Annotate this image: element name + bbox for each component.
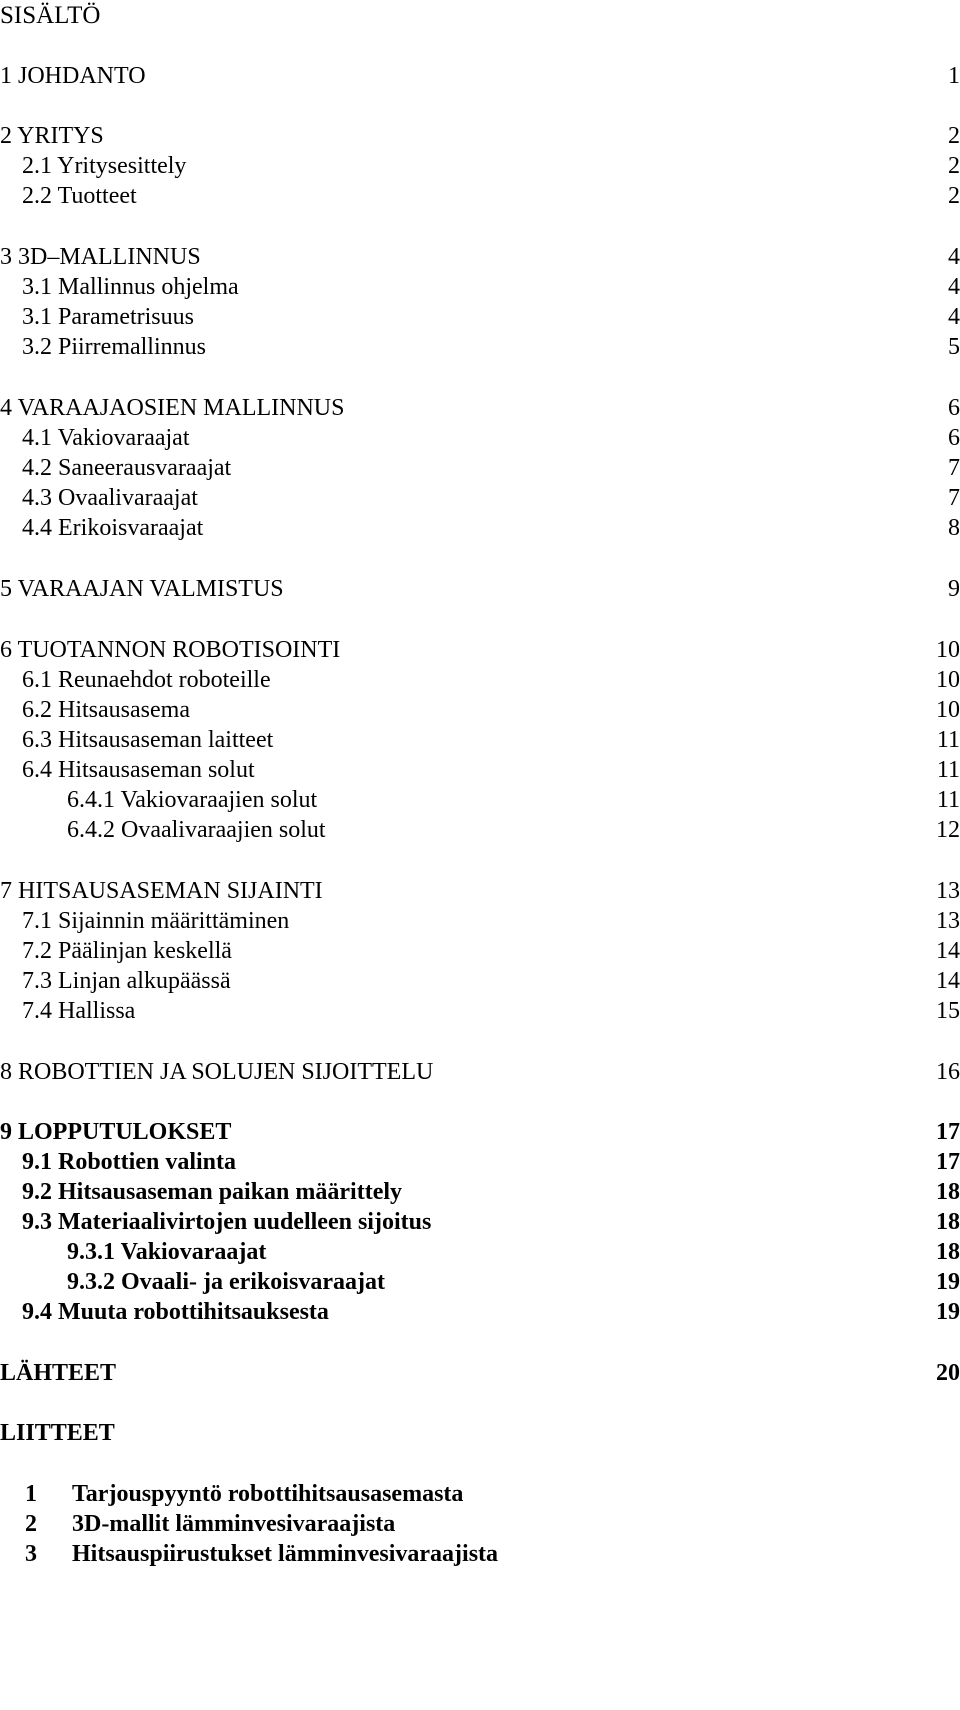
toc-entry-title: 2.2 Tuotteet [22, 183, 137, 209]
toc-entry-page-number: 9 [948, 576, 960, 602]
toc-entry-title: 5 VARAAJAN VALMISTUS [0, 576, 284, 602]
toc-entry [0, 301, 960, 334]
appendix-number: 2 [25, 1511, 37, 1537]
toc-entry [0, 1357, 960, 1390]
toc-entry [0, 1056, 960, 1089]
toc-entry [0, 60, 960, 93]
toc-entry-page-number: 7 [948, 455, 960, 481]
toc-entry-title: 6.2 Hitsausasema [22, 697, 190, 723]
toc-entry [0, 995, 960, 1028]
toc-entry-title: 4.4 Erikoisvaraajat [22, 515, 204, 541]
toc-entry-page-number: 14 [936, 938, 960, 964]
toc-entry-title: 4.3 Ovaalivaraajat [22, 485, 198, 511]
appendix-entry [0, 1508, 960, 1541]
toc-entry-title: 7.4 Hallissa [22, 998, 136, 1024]
appendix-title: 3D-mallit lämminvesivaraajista [72, 1511, 396, 1537]
toc-entry-title: 3.1 Mallinnus ohjelma [22, 274, 239, 300]
toc-entry-title: 2.1 Yritysesittely [22, 153, 187, 179]
toc-entry [0, 1417, 960, 1450]
toc-entry-title: LIITTEET [0, 1420, 115, 1446]
toc-entry [0, 241, 960, 274]
toc-entry-page-number: 10 [936, 667, 960, 693]
toc-entry-title: 2 YRITYS [0, 123, 104, 149]
toc-entry [0, 694, 960, 727]
toc-entry-title: 9.3.1 Vakiovaraajat [67, 1239, 267, 1265]
toc-entry-page-number: 19 [936, 1269, 960, 1295]
toc-entry-title: 6.3 Hitsausaseman laitteet [22, 727, 274, 753]
toc-entry-page-number: 19 [936, 1299, 960, 1325]
toc-entry-page-number: 2 [948, 183, 960, 209]
toc-entry-page-number: 18 [936, 1239, 960, 1265]
toc-entry-page-number: 1 [948, 63, 960, 89]
toc-entry [0, 965, 960, 998]
toc-entry-page-number: 17 [936, 1149, 960, 1175]
toc-entry-page-number: 10 [936, 637, 960, 663]
toc-entry [0, 482, 960, 515]
toc-entry-page-number: 11 [936, 727, 960, 753]
appendix-entry [0, 1538, 960, 1571]
toc-entry-page-number: 4 [948, 274, 960, 300]
toc-entry-page-number: 8 [948, 515, 960, 541]
toc-entry-title: 7.3 Linjan alkupäässä [22, 968, 231, 994]
appendix-title: Hitsauspiirustukset lämminvesivaraajista [72, 1541, 499, 1567]
toc-entry-title: 7 HITSAUSASEMAN SIJAINTI [0, 878, 323, 904]
toc-entry-title: 6.4 Hitsausaseman solut [22, 757, 255, 783]
toc-entry-page-number: 17 [936, 1119, 960, 1145]
toc-entry [0, 935, 960, 968]
toc-entry-page-number: 2 [948, 123, 960, 149]
appendix-number: 1 [25, 1481, 37, 1507]
toc-entry-title: 4.1 Vakiovaraajat [22, 425, 190, 451]
toc-entry [0, 1296, 960, 1329]
toc-entry-page-number: 18 [936, 1179, 960, 1205]
toc-entry [0, 814, 960, 847]
toc-entry-title: 3.1 Parametrisuus [22, 304, 194, 330]
toc-entry-title: 9.4 Muuta robottihitsauksesta [22, 1299, 329, 1325]
toc-entry [0, 452, 960, 485]
toc-entry-page-number: 16 [936, 1059, 960, 1085]
toc-entry-title: LÄHTEET [0, 1360, 117, 1386]
toc-entry-title: 3.2 Piirremallinnus [22, 334, 206, 360]
toc-entry-title: 8 ROBOTTIEN JA SOLUJEN SIJOITTELU [0, 1059, 434, 1085]
toc-entry [0, 724, 960, 757]
toc-entry-title: 6.4.1 Vakiovaraajien solut [67, 787, 318, 813]
toc-entry-page-number: 13 [936, 908, 960, 934]
toc-entry-title: 4.2 Saneerausvaraajat [22, 455, 232, 481]
toc-entry [0, 512, 960, 545]
toc-entry [0, 331, 960, 364]
toc-entry-title: 3 3D–MALLINNUS [0, 244, 201, 270]
toc-entry-page-number: 2 [948, 153, 960, 179]
toc-entry-page-number: 12 [936, 817, 960, 843]
toc-entry [0, 1236, 960, 1269]
toc-entry [0, 1206, 960, 1239]
toc-entry-page-number: 6 [948, 395, 960, 421]
toc-entry-title: 7.2 Päälinjan keskellä [22, 938, 232, 964]
toc-entry-title: 9.1 Robottien valinta [22, 1149, 237, 1175]
toc-entry-page-number: 18 [936, 1209, 960, 1235]
toc-entry [0, 180, 960, 213]
toc-entry [0, 905, 960, 938]
toc-entry-page-number: 4 [948, 304, 960, 330]
toc-entry-page-number: 4 [948, 244, 960, 270]
toc-entry [0, 422, 960, 455]
appendix-number: 3 [25, 1541, 37, 1567]
toc-entry [0, 573, 960, 606]
toc-entry-page-number: 5 [948, 334, 960, 360]
toc-entry [0, 634, 960, 667]
toc-entry-page-number: 11 [936, 757, 960, 783]
toc-entry [0, 664, 960, 697]
toc-entry-title: 9.3.2 Ovaali- ja erikoisvaraajat [67, 1269, 385, 1295]
toc-entry-page-number: 11 [936, 787, 960, 813]
toc-entry [0, 1116, 960, 1149]
toc-entry [0, 120, 960, 153]
appendix-title: Tarjouspyyntö robottihitsausasemasta [72, 1481, 464, 1507]
toc-entry-title: 6.4.2 Ovaalivaraajien solut [67, 817, 326, 843]
appendix-entry [0, 1478, 960, 1511]
toc-entry [0, 271, 960, 304]
toc-entry-page-number: 7 [948, 485, 960, 511]
toc-entry-page-number: 20 [936, 1360, 960, 1386]
toc-entry-page-number: 6 [948, 425, 960, 451]
toc-entry-title: 1 JOHDANTO [0, 63, 146, 89]
toc-entry-title: 4 VARAAJAOSIEN MALLINNUS [0, 395, 345, 421]
toc-entry [0, 1266, 960, 1299]
toc-entry-page-number: 13 [936, 878, 960, 904]
toc-entry-page-number: 10 [936, 697, 960, 723]
toc-entry-title: 9.3 Materiaalivirtojen uudelleen sijoitus [22, 1209, 432, 1235]
toc-entry-title: 7.1 Sijainnin määrittäminen [22, 908, 290, 934]
toc-entry-title: 6.1 Reunaehdot roboteille [22, 667, 271, 693]
toc-entry-page-number: 15 [936, 998, 960, 1024]
toc-entry [0, 754, 960, 787]
page-title: SISÄLTÖ [0, 2, 101, 29]
toc-entry [0, 1146, 960, 1179]
toc-entry [0, 784, 960, 817]
toc-entry [0, 875, 960, 908]
toc-entry [0, 392, 960, 425]
toc-entry-title: 9 LOPPUTULOKSET [0, 1119, 232, 1145]
toc-entry [0, 1176, 960, 1209]
toc-entry [0, 150, 960, 183]
toc-entry-title: 9.2 Hitsausaseman paikan määrittely [22, 1179, 403, 1205]
toc-entry-page-number: 14 [936, 968, 960, 994]
toc-entry-title: 6 TUOTANNON ROBOTISOINTI [0, 637, 341, 663]
